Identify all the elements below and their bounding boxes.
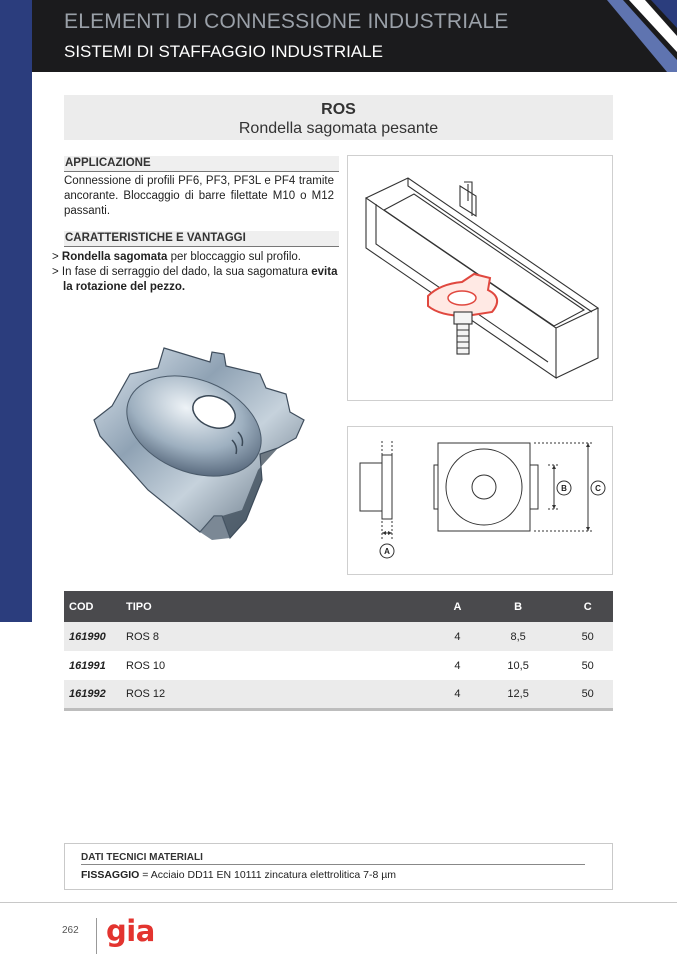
material-label: FISSAGGIO [81, 869, 140, 881]
dimension-drawing [348, 427, 612, 574]
feature-item: > Rondella sagomata per bloccaggio sul profilo. [52, 251, 301, 263]
material-text: = Acciaio DD11 EN 10111 zincatura elettrolitica 7-8 µm [139, 869, 397, 881]
product-photo [82, 340, 312, 545]
cell-cod: 161992 [64, 680, 121, 709]
dimension-label-c: C [595, 484, 601, 493]
page-number: 262 [62, 925, 79, 936]
features-list [52, 250, 342, 295]
application-heading: APPLICAZIONE [64, 156, 339, 172]
product-title-box [64, 95, 613, 140]
table-row [64, 680, 613, 709]
cell-tipo: ROS 10 [126, 659, 166, 672]
cell-a: 4 [454, 659, 461, 672]
column-header-a: A [441, 591, 474, 622]
column-header-c: C [562, 591, 613, 622]
features-heading: CARATTERISTICHE E VANTAGGI [64, 231, 339, 247]
dimension-label-b: B [561, 484, 567, 493]
cell-c: 50 [562, 680, 613, 709]
column-header-b: B [474, 591, 563, 622]
column-header-cod: COD [64, 591, 121, 622]
dimension-label-a: A [384, 547, 390, 556]
application-text: Connessione di profili PF6, PF3, PF3L e PF4 tramite ancorante. Bloccaggio di barre filettate M10 o M12 passanti. [64, 175, 334, 217]
cell-b: 12,5 [474, 680, 563, 709]
cell-c: 50 [562, 622, 613, 651]
cell-b: 8,5 [474, 622, 563, 651]
header-title: ELEMENTI DI CONNESSIONE INDUSTRIALE [64, 10, 509, 33]
footer-separator [96, 918, 97, 954]
cell-b: 10,5 [507, 659, 529, 672]
cell-c: 50 [581, 659, 594, 672]
cell-cod: 161990 [64, 622, 121, 651]
installation-image [347, 155, 613, 401]
page-header [32, 0, 677, 72]
table-header-row [64, 591, 613, 622]
feature-item: > In fase di serraggio del dado, la sua sagomatura evita la rotazione del pezzo. [52, 265, 338, 293]
table-row [64, 622, 613, 651]
cell-a: 4 [441, 622, 474, 651]
technical-data-heading: DATI TECNICI MATERIALI [81, 852, 585, 865]
product-code: ROS [321, 101, 356, 118]
brand-logo: gia [106, 914, 155, 948]
technical-drawing [347, 426, 613, 575]
column-header-tipo: TIPO [121, 591, 441, 622]
channel-assembly-illustration [348, 156, 612, 400]
footer-divider [0, 902, 677, 903]
product-name: Rondella sagomata pesante [238, 120, 439, 137]
technical-data-line [81, 869, 396, 881]
cell-tipo: ROS 12 [121, 680, 441, 709]
cell-tipo: ROS 8 [121, 622, 441, 651]
header-decoration [567, 0, 677, 72]
table-row [64, 651, 613, 680]
cell-cod: 161991 [69, 659, 106, 672]
technical-data-box [64, 843, 613, 890]
product-table [64, 591, 613, 711]
header-subtitle: SISTEMI DI STAFFAGGIO INDUSTRIALE [64, 42, 383, 61]
side-stripe [0, 0, 32, 622]
cell-a: 4 [441, 680, 474, 709]
